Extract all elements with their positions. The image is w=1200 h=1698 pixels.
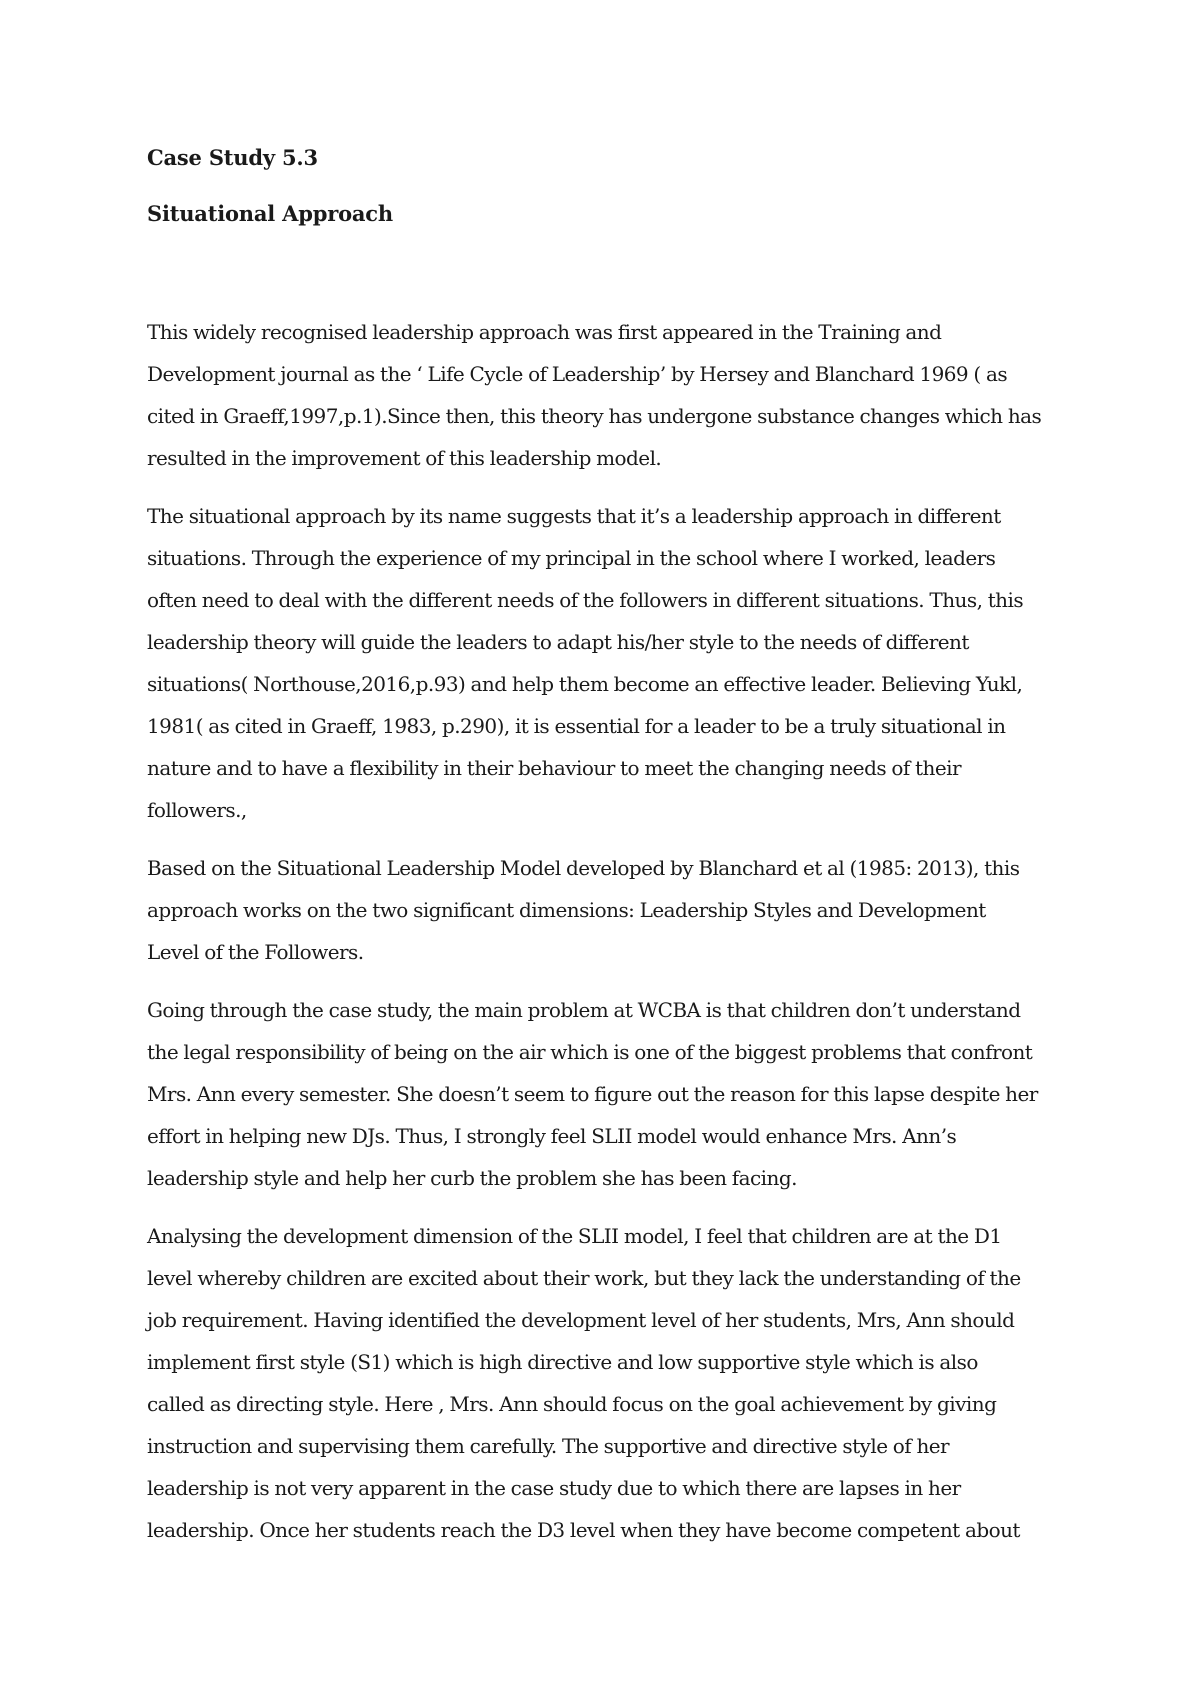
paragraph-line: situations. Through the experience of my principal in the school where I worked, leaders [147,546,996,570]
paragraph-line: cited in Graeff,1997,p.1).Since then, this theory has undergone substance changes which has [147,404,1042,428]
paragraph-line: Level of the Followers. [147,940,364,964]
paragraph [147,847,1067,973]
paragraph-line: This widely recognised leadership approach was first appeared in the Training and [147,320,942,344]
paragraph-line: leadership theory will guide the leaders to adapt his/her style to the needs of different [147,630,969,654]
paragraph-line: instruction and supervising them carefully. The supportive and directive style of her [147,1434,950,1458]
paragraph-line: 1981( as cited in Graeff, 1983, p.290), it is essential for a leader to be a truly situational in [147,714,1006,738]
paragraph-line: approach works on the two significant dimensions: Leadership Styles and Development [147,898,986,922]
paragraph-line: The situational approach by its name suggests that it’s a leadership approach in different [147,504,1001,528]
paragraph-line: level whereby children are excited about their work, but they lack the understanding of the [147,1266,1021,1290]
paragraph-line: followers., [147,798,247,822]
paragraph-line: leadership is not very apparent in the case study due to which there are lapses in her [147,1476,961,1500]
paragraph-line: leadership. Once her students reach the D3 level when they have become competent about [147,1518,1020,1542]
paragraph-line: Based on the Situational Leadership Model developed by Blanchard et al (1985: 2013), this [147,856,1020,880]
paragraph-line: Mrs. Ann every semester. She doesn’t seem to figure out the reason for this lapse despite her [147,1082,1038,1106]
paragraph-line: often need to deal with the different needs of the followers in different situations. Thus, this [147,588,1024,612]
paragraph-line: called as directing style. Here , Mrs. Ann should focus on the goal achievement by giving [147,1392,997,1416]
paragraph [147,989,1067,1199]
document-subtitle: Situational Approach [147,201,393,226]
paragraph-line: Going through the case study, the main problem at WCBA is that children don’t understand [147,998,1021,1022]
paragraph-line: the legal responsibility of being on the air which is one of the biggest problems that confront [147,1040,1033,1064]
paragraph-line: job requirement. Having identified the development level of her students, Mrs, Ann should [147,1308,1015,1332]
paragraph-line: Development journal as the ‘ Life Cycle of Leadership’ by Hersey and Blanchard 1969 ( as [147,362,1008,386]
paragraph-line: effort in helping new DJs. Thus, I strongly feel SLII model would enhance Mrs. Ann’s [147,1124,957,1148]
document-content [147,143,1067,1567]
paragraph-line: resulted in the improvement of this leadership model. [147,446,662,470]
paragraph-line: leadership style and help her curb the problem she has been facing. [147,1166,797,1190]
document-body [147,311,1067,1551]
paragraph-line: Analysing the development dimension of the SLII model, I feel that children are at the D1 [147,1224,1002,1248]
paragraph-line: situations( Northouse,2016,p.93) and help them become an effective leader. Believing Yukl, [147,672,1023,696]
paragraph [147,311,1067,479]
document-title: Case Study 5.3 [147,145,318,170]
paragraph [147,495,1067,831]
paragraph-line: nature and to have a flexibility in their behaviour to meet the changing needs of their [147,756,961,780]
paragraph-line: implement first style (S1) which is high directive and low supportive style which is also [147,1350,978,1374]
paragraph [147,1215,1067,1551]
